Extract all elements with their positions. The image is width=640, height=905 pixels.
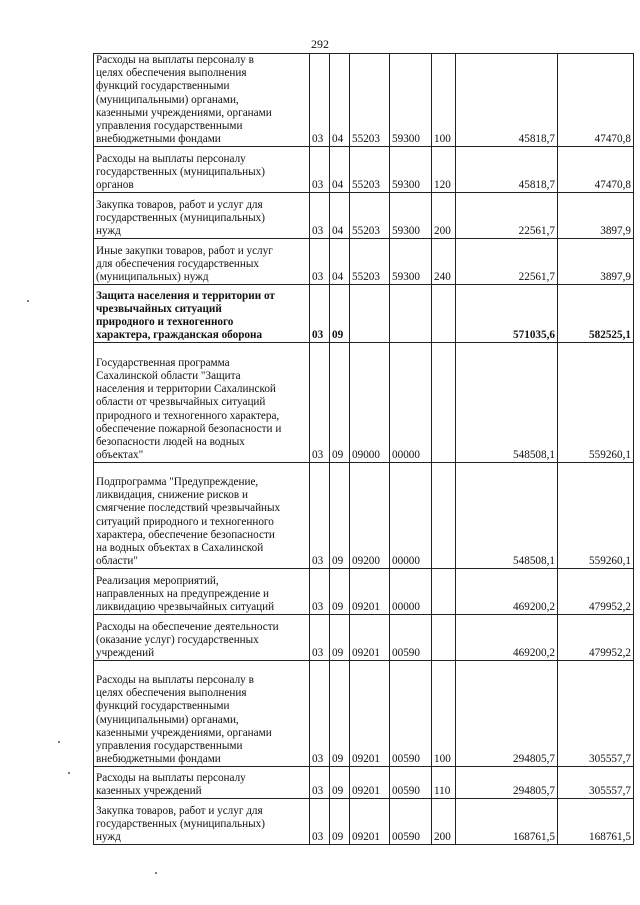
amount-year1-cell <box>456 767 558 799</box>
target-direction-code-cell <box>390 615 432 661</box>
section-code-cell <box>310 615 330 661</box>
amount-year1-text: 469200,2 <box>513 601 555 614</box>
amount-year2-text: 47470,8 <box>594 179 631 192</box>
table-row <box>94 661 634 767</box>
expense-type-code-cell <box>432 463 456 569</box>
target-direction-code-text: 00000 <box>392 555 420 568</box>
section-code-cell <box>310 285 330 343</box>
subsection-code-cell <box>330 343 350 463</box>
expense-type-code-cell <box>432 193 456 239</box>
target-direction-code-cell <box>390 799 432 845</box>
subsection-code-cell <box>330 767 350 799</box>
section-code-cell <box>310 463 330 569</box>
target-program-code-text: 55203 <box>352 133 380 146</box>
amount-year1-cell <box>456 239 558 285</box>
expense-type-code-text: 100 <box>434 753 451 766</box>
target-program-code-text: 09201 <box>352 601 380 614</box>
target-direction-code-text: 00590 <box>392 831 420 844</box>
amount-year2-cell <box>558 285 634 343</box>
amount-year2-cell <box>558 343 634 463</box>
section-code-text: 03 <box>312 449 324 462</box>
expense-name-cell <box>94 569 310 615</box>
amount-year1-cell <box>456 193 558 239</box>
section-code-text: 03 <box>312 555 324 568</box>
target-program-code-text: 09201 <box>352 753 380 766</box>
target-direction-code-cell <box>390 767 432 799</box>
target-direction-code-cell <box>390 239 432 285</box>
target-program-code-text: 09200 <box>352 555 380 568</box>
amount-year2-cell <box>558 661 634 767</box>
amount-year2-cell <box>558 615 634 661</box>
subsection-code-text: 09 <box>332 329 344 342</box>
target-program-code-text: 09201 <box>352 785 380 798</box>
scan-speck <box>27 300 29 302</box>
expense-type-code-cell <box>432 147 456 193</box>
expense-name-text: Подпрограмма "Предупреждение, ликвидация, снижение рисков и смягчение последствий чрезвычайных ситуаций природного и техногенного характера, обеспечение безопасности на водных объектах в Сахалинской области" <box>96 476 281 568</box>
budget-table <box>93 53 634 845</box>
target-program-code-cell <box>350 661 390 767</box>
section-code-text: 03 <box>312 601 324 614</box>
subsection-code-text: 04 <box>332 179 344 192</box>
target-program-code-cell <box>350 767 390 799</box>
section-code-cell <box>310 767 330 799</box>
amount-year1-text: 294805,7 <box>513 785 555 798</box>
target-program-code-text: 09201 <box>352 831 380 844</box>
scan-speck <box>68 772 70 774</box>
target-direction-code-cell <box>390 147 432 193</box>
amount-year2-text: 582525,1 <box>589 329 631 342</box>
table-row <box>94 569 634 615</box>
expense-type-code-cell <box>432 285 456 343</box>
target-direction-code-text: 00590 <box>392 753 420 766</box>
amount-year1-cell <box>456 343 558 463</box>
table-row <box>94 463 634 569</box>
expense-type-code-cell <box>432 569 456 615</box>
target-direction-code-cell <box>390 54 432 147</box>
target-program-code-cell <box>350 463 390 569</box>
expense-type-code-text: 240 <box>434 271 451 284</box>
subsection-code-cell <box>330 239 350 285</box>
expense-name-cell <box>94 147 310 193</box>
target-direction-code-cell <box>390 285 432 343</box>
expense-name-text: Государственная программа Сахалинской области "Защита населения и территории Сахалинской области от чрезвычайных ситуаций природного и техногенного характера, обеспечение пожарной безопасности и безопасности людей на водных объектах" <box>96 356 282 462</box>
section-code-text: 03 <box>312 785 324 798</box>
subsection-code-text: 04 <box>332 271 344 284</box>
section-code-cell <box>310 799 330 845</box>
amount-year2-cell <box>558 799 634 845</box>
target-program-code-cell <box>350 343 390 463</box>
target-direction-code-text: 59300 <box>392 179 420 192</box>
subsection-code-text: 04 <box>332 133 344 146</box>
expense-name-cell <box>94 343 310 463</box>
expense-name-cell <box>94 615 310 661</box>
expense-type-code-cell <box>432 615 456 661</box>
amount-year2-text: 47470,8 <box>594 133 631 146</box>
target-program-code-cell <box>350 193 390 239</box>
target-program-code-cell <box>350 54 390 147</box>
target-direction-code-cell <box>390 343 432 463</box>
amount-year1-cell <box>456 661 558 767</box>
amount-year2-cell <box>558 54 634 147</box>
amount-year2-cell <box>558 193 634 239</box>
section-code-text: 03 <box>312 179 324 192</box>
expense-name-text: Защита населения и территории от чрезвычайных ситуаций природного и техногенного характера, гражданская оборона <box>96 289 275 342</box>
target-direction-code-text: 59300 <box>392 225 420 238</box>
table-row <box>94 193 634 239</box>
subsection-code-text: 09 <box>332 555 344 568</box>
target-direction-code-text: 59300 <box>392 133 420 146</box>
table-row <box>94 239 634 285</box>
amount-year2-cell <box>558 767 634 799</box>
expense-name-cell <box>94 767 310 799</box>
amount-year1-cell <box>456 285 558 343</box>
amount-year1-text: 469200,2 <box>513 647 555 660</box>
section-code-cell <box>310 147 330 193</box>
section-code-cell <box>310 343 330 463</box>
amount-year2-text: 559260,1 <box>589 555 631 568</box>
subsection-code-cell <box>330 569 350 615</box>
amount-year2-text: 305557,7 <box>589 785 631 798</box>
expense-name-text: Расходы на выплаты персоналу в целях обеспечения выполнения функций государственными (муниципальными) органами, казенными учреждениями, органами управления государственными внебюджетными фондами <box>96 674 272 766</box>
amount-year1-text: 294805,7 <box>513 753 555 766</box>
section-code-text: 03 <box>312 133 324 146</box>
target-program-code-cell <box>350 239 390 285</box>
table-row <box>94 147 634 193</box>
target-program-code-cell <box>350 615 390 661</box>
expense-type-code-cell <box>432 239 456 285</box>
expense-name-text: Расходы на выплаты персоналу казенных учреждений <box>96 772 246 798</box>
section-code-cell <box>310 54 330 147</box>
amount-year1-text: 45818,7 <box>518 179 555 192</box>
amount-year1-text: 22561,7 <box>518 225 555 238</box>
amount-year1-cell <box>456 54 558 147</box>
expense-name-cell <box>94 285 310 343</box>
subsection-code-text: 09 <box>332 753 344 766</box>
expense-name-text: Иные закупки товаров, работ и услуг для обеспечения государственных (муниципальных) нужд <box>96 244 273 284</box>
expense-name-cell <box>94 799 310 845</box>
expense-name-cell <box>94 661 310 767</box>
amount-year1-cell <box>456 147 558 193</box>
amount-year1-text: 548508,1 <box>513 555 555 568</box>
expense-type-code-cell <box>432 767 456 799</box>
section-code-cell <box>310 193 330 239</box>
amount-year2-text: 305557,7 <box>589 753 631 766</box>
expense-name-text: Закупка товаров, работ и услуг для государственных (муниципальных) нужд <box>96 198 265 238</box>
target-direction-code-text: 00590 <box>392 647 420 660</box>
subsection-code-text: 04 <box>332 225 344 238</box>
amount-year2-text: 479952,2 <box>589 601 631 614</box>
amount-year2-cell <box>558 147 634 193</box>
expense-type-code-text: 200 <box>434 831 451 844</box>
amount-year2-cell <box>558 463 634 569</box>
expense-name-text: Закупка товаров, работ и услуг для государственных (муниципальных) нужд <box>96 804 265 844</box>
expense-name-cell <box>94 193 310 239</box>
target-program-code-text: 09000 <box>352 449 380 462</box>
amount-year1-text: 168761,5 <box>513 831 555 844</box>
expense-type-code-cell <box>432 54 456 147</box>
expense-type-code-text: 200 <box>434 225 451 238</box>
scan-speck <box>155 872 157 874</box>
expense-type-code-cell <box>432 799 456 845</box>
amount-year1-text: 22561,7 <box>518 271 555 284</box>
table-row <box>94 54 634 147</box>
table-body <box>94 54 634 845</box>
expense-name-text: Расходы на выплаты персоналу в целях обеспечения выполнения функций государственными (муниципальными) органами, казенными учреждениями, органами управления государственными внебюджетными фондами <box>96 54 272 146</box>
subsection-code-text: 09 <box>332 449 344 462</box>
amount-year2-text: 168761,5 <box>589 831 631 844</box>
target-program-code-text: 55203 <box>352 271 380 284</box>
subsection-code-cell <box>330 661 350 767</box>
amount-year2-text: 3897,9 <box>600 271 631 284</box>
section-code-text: 03 <box>312 753 324 766</box>
expense-name-text: Расходы на обеспечение деятельности (оказание услуг) государственных учреждений <box>96 620 279 660</box>
table-row <box>94 285 634 343</box>
page-number: 292 <box>311 37 329 51</box>
target-program-code-text: 09201 <box>352 647 380 660</box>
subsection-code-cell <box>330 193 350 239</box>
amount-year1-cell <box>456 463 558 569</box>
subsection-code-text: 09 <box>332 647 344 660</box>
table-row <box>94 343 634 463</box>
expense-type-code-text: 100 <box>434 133 451 146</box>
target-program-code-cell <box>350 147 390 193</box>
target-direction-code-text: 00590 <box>392 785 420 798</box>
section-code-text: 03 <box>312 647 324 660</box>
amount-year2-text: 3897,9 <box>600 225 631 238</box>
target-direction-code-text: 00000 <box>392 601 420 614</box>
target-program-code-text: 55203 <box>352 225 380 238</box>
table-row <box>94 615 634 661</box>
subsection-code-cell <box>330 799 350 845</box>
target-program-code-text: 55203 <box>352 179 380 192</box>
amount-year2-text: 559260,1 <box>589 449 631 462</box>
expense-type-code-cell <box>432 661 456 767</box>
amount-year1-cell <box>456 569 558 615</box>
expense-type-code-text: 110 <box>434 785 451 798</box>
amount-year1-text: 571035,6 <box>513 329 555 342</box>
section-code-cell <box>310 569 330 615</box>
expense-name-cell <box>94 463 310 569</box>
table-row <box>94 799 634 845</box>
subsection-code-text: 09 <box>332 601 344 614</box>
target-direction-code-text: 59300 <box>392 271 420 284</box>
section-code-text: 03 <box>312 831 324 844</box>
subsection-code-text: 09 <box>332 831 344 844</box>
expense-name-text: Расходы на выплаты персоналу государственных (муниципальных) органов <box>96 152 265 192</box>
section-code-text: 03 <box>312 329 324 342</box>
subsection-code-cell <box>330 463 350 569</box>
scan-speck <box>58 741 60 743</box>
target-direction-code-text: 00000 <box>392 449 420 462</box>
expense-name-text: Реализация мероприятий, направленных на предупреждение и ликвидацию чрезвычайных ситуаций <box>96 574 275 614</box>
section-code-text: 03 <box>312 271 324 284</box>
amount-year2-cell <box>558 569 634 615</box>
target-direction-code-cell <box>390 463 432 569</box>
table-row <box>94 767 634 799</box>
subsection-code-cell <box>330 285 350 343</box>
section-code-cell <box>310 239 330 285</box>
amount-year1-cell <box>456 615 558 661</box>
target-direction-code-cell <box>390 661 432 767</box>
subsection-code-text: 09 <box>332 785 344 798</box>
subsection-code-cell <box>330 615 350 661</box>
target-direction-code-cell <box>390 569 432 615</box>
amount-year2-cell <box>558 239 634 285</box>
amount-year1-text: 548508,1 <box>513 449 555 462</box>
expense-name-cell <box>94 54 310 147</box>
target-program-code-cell <box>350 285 390 343</box>
section-code-text: 03 <box>312 225 324 238</box>
subsection-code-cell <box>330 54 350 147</box>
amount-year1-cell <box>456 799 558 845</box>
amount-year2-text: 479952,2 <box>589 647 631 660</box>
expense-type-code-cell <box>432 343 456 463</box>
subsection-code-cell <box>330 147 350 193</box>
target-direction-code-cell <box>390 193 432 239</box>
amount-year1-text: 45818,7 <box>518 133 555 146</box>
target-program-code-cell <box>350 799 390 845</box>
expense-type-code-text: 120 <box>434 179 451 192</box>
expense-name-cell <box>94 239 310 285</box>
target-program-code-cell <box>350 569 390 615</box>
section-code-cell <box>310 661 330 767</box>
